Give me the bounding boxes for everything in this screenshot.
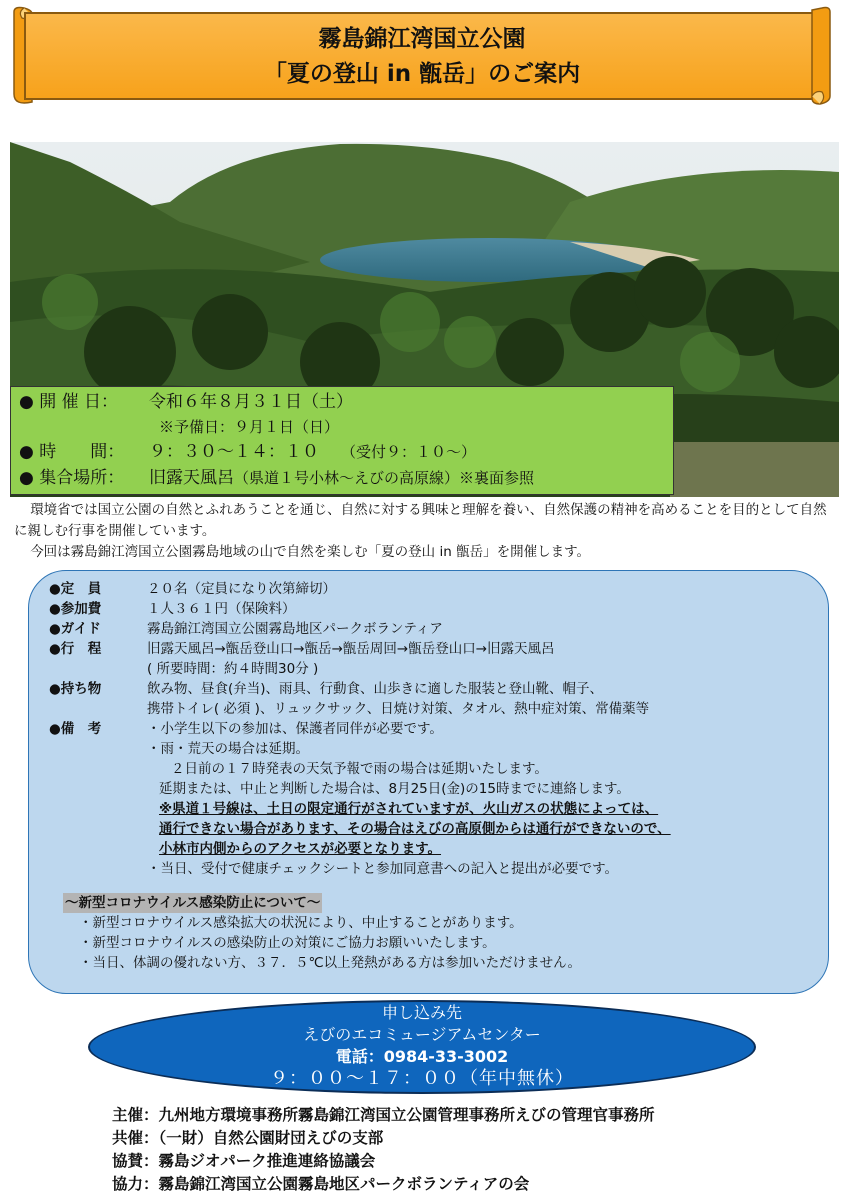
contact-hours: ９：００～１７：００（年中無休） — [270, 1068, 574, 1089]
intro-paragraph-2: 今回は霧島錦江湾国立公園霧島地域の山で自然を楽しむ「夏の登山 in 甑岳」を開催します。 — [30, 544, 590, 560]
capacity-label: ●定 員 — [49, 581, 102, 597]
event-reserve-date: ※予備日：９月１日（日） — [159, 418, 340, 436]
note-7: 小林市内側からのアクセスが必要となります。 — [159, 841, 442, 857]
route-time: ( 所要時間：約４時間30分 ) — [147, 661, 319, 677]
organizer-host: 主催：九州地方環境事務所霧島錦江湾国立公園管理事務所えびの管理官事務所 — [112, 1106, 655, 1124]
details-box — [28, 570, 829, 994]
contact-name: えびのエコミュージアムセンター — [303, 1025, 541, 1044]
note-4: 延期または、中止と判断した場合は、8月25日(金)の15時までに連絡します。 — [159, 781, 630, 797]
intro-paragraph-1: 環境省では国立公園の自然とふれあうことを通じ、自然に対する興味と理解を養い、自然保護の精神を高めることを目的として自然に親しむ行事を開催しています。 — [14, 502, 827, 539]
event-place-label: ● 集合場所： — [19, 468, 125, 488]
event-date-row — [19, 389, 665, 415]
route-row — [49, 639, 808, 679]
items-line-2: 携帯トイレ( 必須 )、リュックサック、日焼け対策、タオル、熱中症対策、常備薬等 — [147, 701, 650, 717]
guide-value: 霧島錦江湾国立公園霧島地区パークボランティア — [147, 621, 443, 637]
event-date-value: 令和６年８月３１日（土） — [149, 392, 353, 412]
banner-title-line2: 「夏の登山 in 甑岳」のご案内 — [263, 61, 581, 87]
items-line-1: 飲み物、昼食(弁当)、雨具、行動食、山歩きに適した服装と登山靴、帽子、 — [147, 681, 604, 697]
guide-label: ●ガイド — [49, 621, 101, 637]
note-5: ※県道１号線は、土日の限定通行がされていますが、火山ガスの状態によっては、 — [159, 801, 659, 817]
event-place-note: （県道１号小林～えびの高原線）※裏面参照 — [234, 469, 535, 487]
contact-phone[interactable]: 電話：0984-33-3002 — [335, 1047, 509, 1066]
capacity-value: ２０名（定員になり次第締切） — [147, 581, 336, 597]
organizer-support: 協賛：霧島ジオパーク推進連絡協議会 — [112, 1152, 376, 1170]
capacity-row — [49, 579, 808, 599]
banner-title-line1: 霧島錦江湾国立公園 — [318, 26, 526, 52]
event-info-box — [10, 386, 674, 495]
notes-row — [49, 719, 808, 879]
notes-label: ●備 考 — [49, 721, 102, 737]
corona-item-2: ・新型コロナウイルスの感染防止の対策にご協力お願いいたします。 — [79, 935, 496, 951]
event-time-label: ● 時 間： — [19, 442, 125, 462]
fee-value: １人３６１円（保険料） — [147, 601, 296, 617]
event-date-label: ● 開 催 日： — [19, 392, 119, 412]
event-place-value: 旧露天風呂 — [149, 468, 234, 488]
note-2: ・雨・荒天の場合は延期。 — [147, 741, 309, 757]
route-label: ●行 程 — [49, 641, 102, 657]
corona-item-1: ・新型コロナウイルス感染拡大の状況により、中止することがあります。 — [79, 915, 523, 931]
intro-text — [14, 500, 834, 563]
event-time-row — [19, 439, 665, 465]
event-time-reception: （受付９：１０～） — [341, 443, 477, 461]
event-time-value: ９：３０～１４：１０ — [149, 442, 319, 462]
route-value: 旧露天風呂→甑岳登山口→甑岳→甑岳周回→甑岳登山口→旧露天風呂 — [147, 641, 555, 657]
note-6: 通行できない場合があります、その場合はえびの高原側からは通行ができないので、 — [159, 821, 671, 837]
banner-box — [24, 12, 820, 100]
organizer-cohost: 共催：（一財）自然公園財団えびの支部 — [112, 1129, 384, 1147]
organizer-cooperation: 協力：霧島錦江湾国立公園霧島地区パークボランティアの会 — [112, 1175, 530, 1193]
items-label: ●持ち物 — [49, 681, 102, 697]
organizers — [112, 1104, 655, 1196]
corona-title: ～新型コロナウイルス感染防止について～ — [65, 895, 321, 911]
fee-label: ●参加費 — [49, 601, 102, 617]
title-banner — [10, 6, 834, 106]
guide-row — [49, 619, 808, 639]
contact-ellipse — [88, 1000, 756, 1094]
scroll-curl-right-icon — [810, 6, 834, 106]
event-place-row — [19, 465, 665, 491]
corona-item-3: ・当日、体調の優れない方、３７．５℃以上発熱がある方は参加いただけません。 — [79, 955, 581, 971]
items-row — [49, 679, 808, 719]
fee-row — [49, 599, 808, 619]
note-8: ・当日、受付で健康チェックシートと参加同意書への記入と提出が必要です。 — [147, 861, 619, 877]
note-1: ・小学生以下の参加は、保護者同伴が必要です。 — [147, 721, 443, 737]
contact-title: 申し込み先 — [381, 1003, 462, 1022]
note-3: ２日前の１７時発表の天気予報で雨の場合は延期いたします。 — [171, 761, 548, 777]
